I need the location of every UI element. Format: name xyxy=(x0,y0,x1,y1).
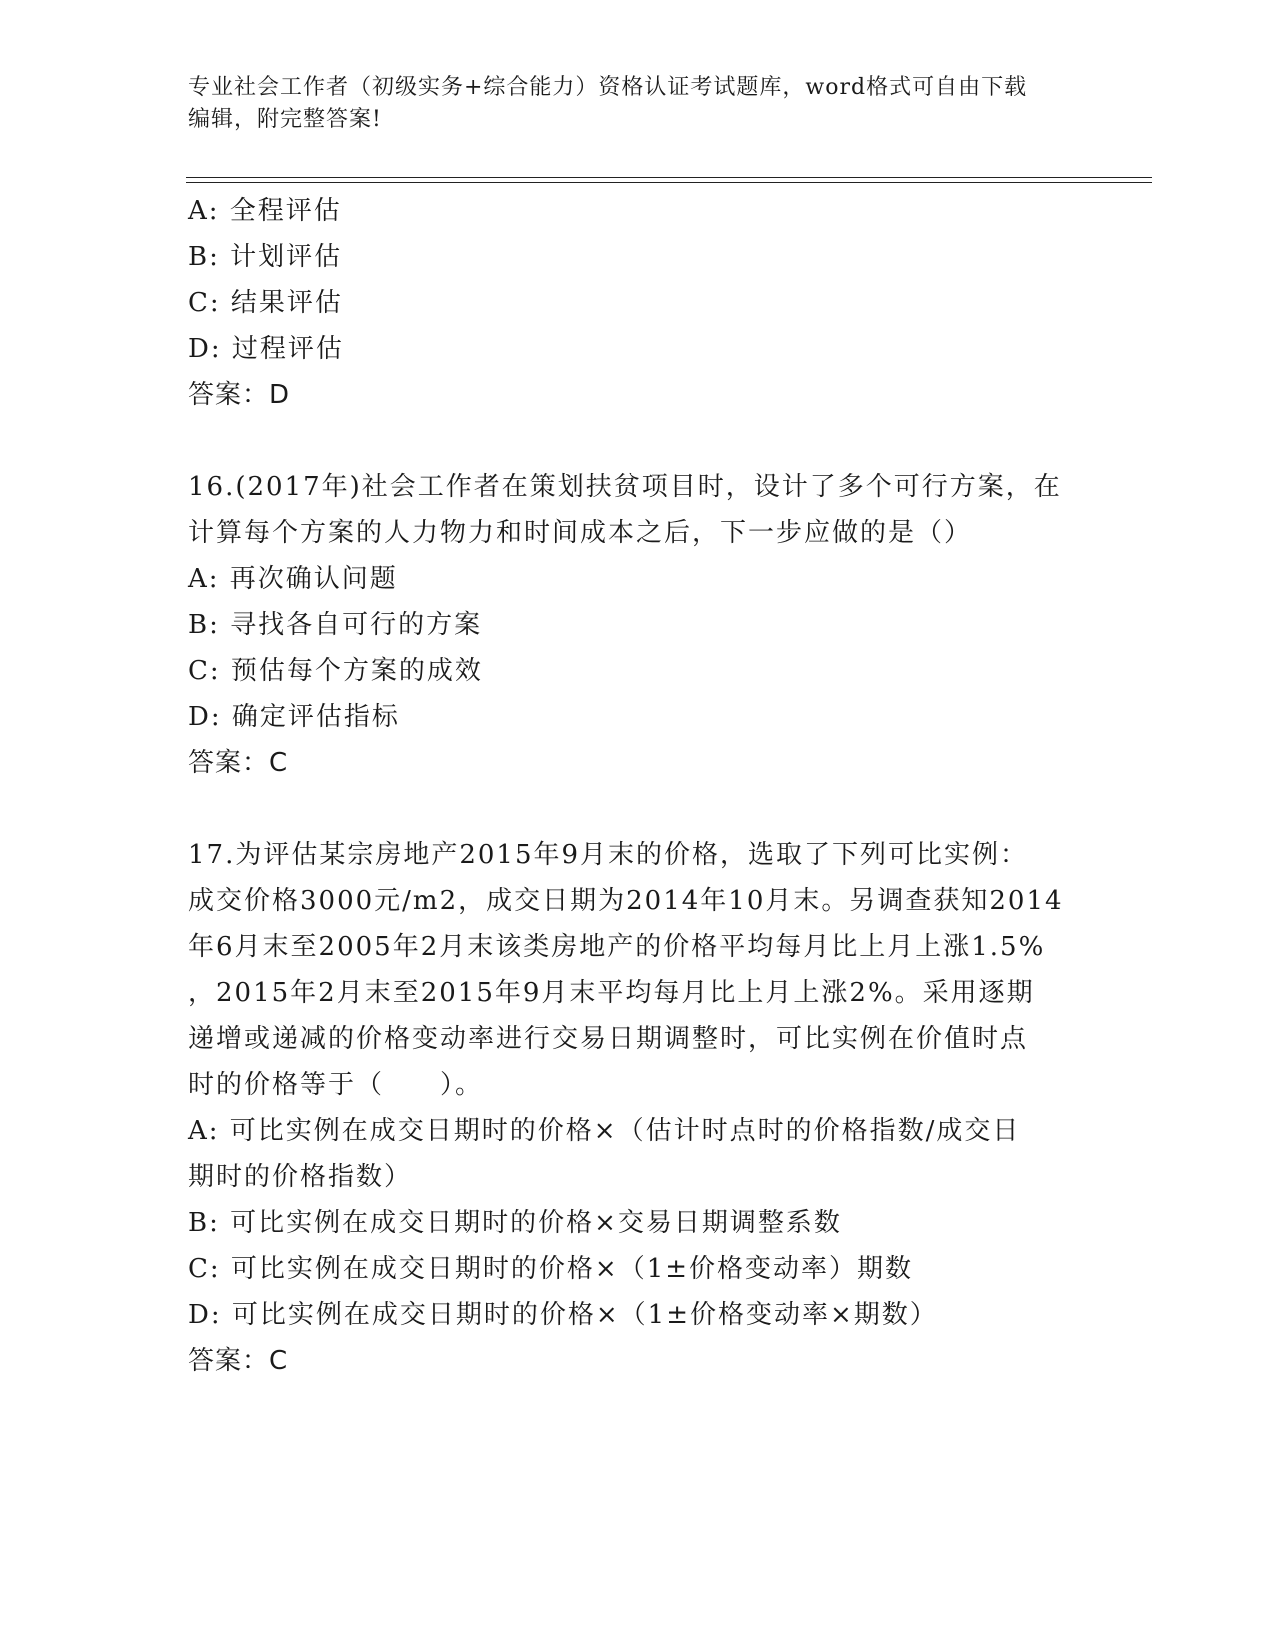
question-16 xyxy=(188,464,1088,786)
option-a: A: 全程评估 xyxy=(188,196,342,226)
option-b: B: 计划评估 xyxy=(188,242,343,272)
question-15 xyxy=(188,188,1088,418)
option-a-continued: 期时的价格指数） xyxy=(188,1162,413,1192)
answer: 答案：C xyxy=(188,748,289,778)
document-header xyxy=(188,72,1088,136)
question-stem-line: 17.为评估某宗房地产2015年9月末的价格，选取了下列可比实例： xyxy=(188,840,1029,870)
question-stem-line: ，2015年2月末至2015年9月末平均每月比上月上涨2%。采用逐期 xyxy=(188,978,1035,1008)
option-c: C: 结果评估 xyxy=(188,288,343,318)
answer: 答案：D xyxy=(188,380,291,410)
answer: 答案：C xyxy=(188,1346,289,1376)
header-divider-top xyxy=(186,177,1152,178)
question-content xyxy=(188,188,1088,1384)
option-d: D: 确定评估指标 xyxy=(188,702,400,732)
option-c: C: 预估每个方案的成效 xyxy=(188,656,483,686)
option-a: A: 可比实例在成交日期时的价格×（估计时点时的价格指数/成交日 xyxy=(188,1116,1021,1146)
option-b: B: 可比实例在成交日期时的价格×交易日期调整系数 xyxy=(188,1208,842,1238)
header-divider-bottom xyxy=(186,182,1152,183)
question-stem-line: 时的价格等于（ ）。 xyxy=(188,1070,484,1100)
question-stem-line: 年6月末至2005年2月末该类房地产的价格平均每月比上月上涨1.5% xyxy=(188,932,1046,962)
question-stem-line: 16.(2017年)社会工作者在策划扶贫项目时，设计了多个可行方案，在 xyxy=(188,472,1062,502)
option-d: D: 过程评估 xyxy=(188,334,344,364)
spacer xyxy=(188,418,1088,464)
question-stem-line: 递增或递减的价格变动率进行交易日期调整时，可比实例在价值时点 xyxy=(188,1024,1029,1054)
option-b: B: 寻找各自可行的方案 xyxy=(188,610,483,640)
question-stem-line: 计算每个方案的人力物力和时间成本之后，下一步应做的是（） xyxy=(188,518,973,548)
header-line-2: 编辑，附完整答案! xyxy=(188,107,382,132)
spacer xyxy=(188,786,1088,832)
header-line-1: 专业社会工作者（初级实务+综合能力）资格认证考试题库，word格式可自由下载 xyxy=(188,75,1028,100)
option-a: A: 再次确认问题 xyxy=(188,564,398,594)
question-stem-line: 成交价格3000元/m2，成交日期为2014年10月末。另调查获知2014 xyxy=(188,886,1064,916)
option-d: D: 可比实例在成交日期时的价格×（1±价格变动率×期数） xyxy=(188,1300,938,1330)
option-c: C: 可比实例在成交日期时的价格×（1±价格变动率）期数 xyxy=(188,1254,914,1284)
question-17 xyxy=(188,832,1088,1384)
